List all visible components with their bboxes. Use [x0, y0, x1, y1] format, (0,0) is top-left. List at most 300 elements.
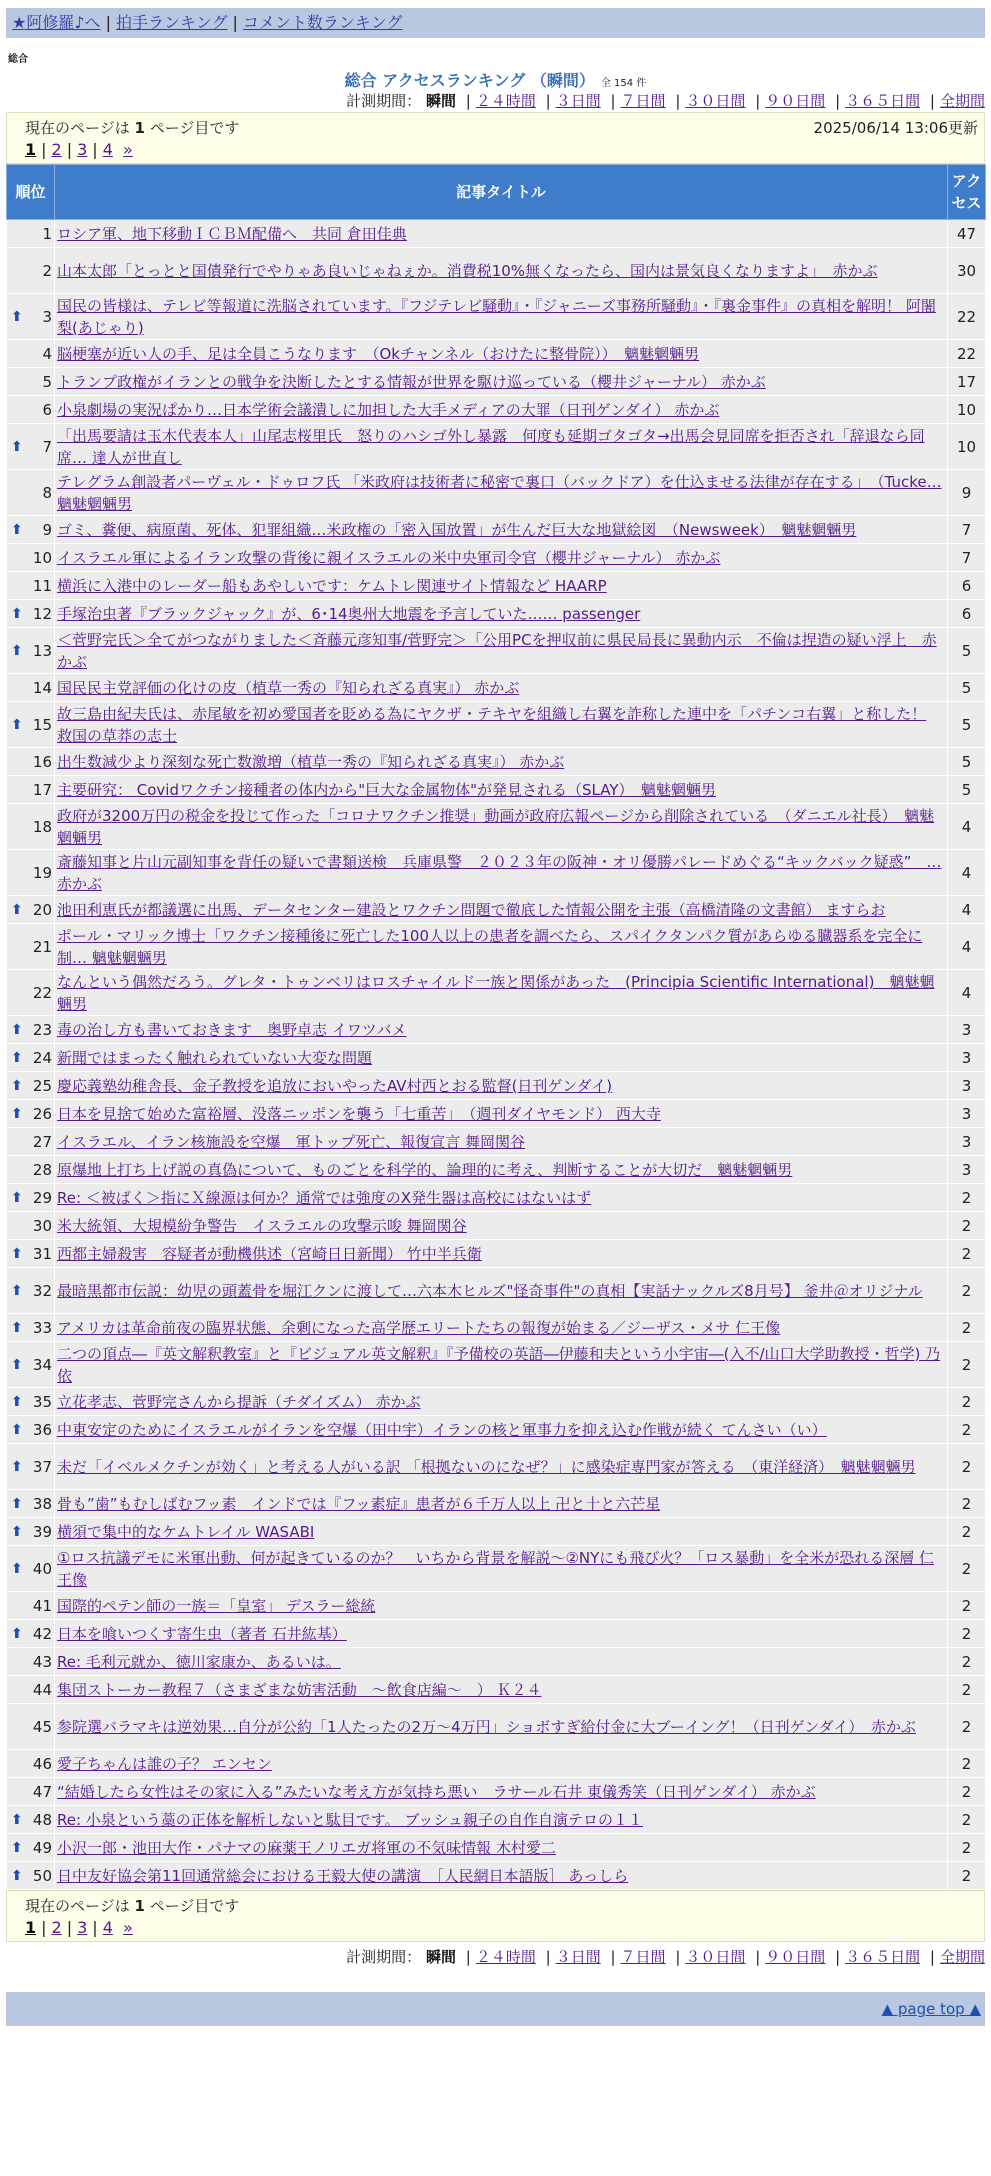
- total-count: 全 154 件: [600, 78, 647, 89]
- rank-number: 7: [42, 437, 52, 456]
- applause-ranking-link[interactable]: 拍手ランキング: [115, 13, 228, 32]
- table-row: [7, 1128, 986, 1156]
- title-cell: [55, 1314, 948, 1342]
- rank-number: 44: [32, 1680, 52, 1699]
- rank-number: 3: [42, 307, 52, 326]
- current-page-text: 現在のページは 1 ページ目です: [25, 119, 240, 137]
- article-title-link[interactable]: 国民の皆様は、テレビ等報道に洗脳されています。『フジテレビ騒動』・『ジャニーズ事務所騒動』・『裏金事件』の真相を解明！ 阿闍梨(あじゃり): [57, 296, 936, 337]
- title-cell: [55, 600, 948, 628]
- table-row: [7, 674, 986, 702]
- rank-number: 26: [32, 1104, 52, 1123]
- rank-cell: [7, 1862, 55, 1890]
- rank-number: 12: [32, 604, 52, 623]
- rank-up-arrow-icon: ⬆: [11, 1560, 23, 1577]
- rank-number: 6: [42, 400, 52, 419]
- rank-number: 23: [32, 1020, 52, 1039]
- table-row: [7, 572, 986, 600]
- rank-cell: [7, 702, 55, 748]
- access-count: 4: [948, 896, 986, 924]
- article-title-link[interactable]: テレグラム創設者パーヴェル・ドゥロフ氏 「米政府は技術者に秘密で裏口（バックドア）を仕込ませる法律が存在する」 （Tucke… 魑魅魍魎男: [57, 472, 942, 513]
- table-row: [7, 1806, 986, 1834]
- table-row: [7, 470, 986, 516]
- title-cell: [55, 1342, 948, 1388]
- rank-up-arrow-icon: ⬆: [11, 1319, 23, 1336]
- title-cell: [55, 396, 948, 424]
- rank-number: 27: [32, 1132, 52, 1151]
- rank-up-arrow-icon: ⬆: [11, 642, 23, 659]
- rank-number: 39: [32, 1522, 52, 1541]
- table-row: [7, 1444, 986, 1490]
- title-cell: [55, 1834, 948, 1862]
- rank-up-arrow-icon: ⬆: [11, 901, 23, 918]
- rank-number: 34: [32, 1355, 52, 1374]
- title-cell: [55, 1490, 948, 1518]
- period-option-365d[interactable]: ３６５日間: [845, 1948, 921, 1966]
- next-page-link[interactable]: »: [123, 140, 133, 159]
- pagination-bottom: 1 | 2 | 3 | 4 »: [25, 1918, 133, 1937]
- rank-cell: [7, 424, 55, 470]
- title-cell: [55, 628, 948, 674]
- rank-number: 43: [32, 1652, 52, 1671]
- rank-cell: [7, 544, 55, 572]
- page-link-current[interactable]: 1: [25, 1918, 37, 1937]
- table-row: [7, 1100, 986, 1128]
- access-count: 2: [948, 1592, 986, 1620]
- article-title-link[interactable]: 日本を喰いつくす寄生虫（著者 石井紘基）: [57, 1624, 347, 1643]
- rank-cell: [7, 1342, 55, 1388]
- rank-cell: [7, 340, 55, 368]
- rank-number: 50: [32, 1866, 52, 1885]
- article-title-link[interactable]: ＜菅野完氏＞全てがつながりました＜斉藤元彦知事/菅野完＞「公用PCを押収前に県民局長に異動内示 不倫は捏造の疑い浮上 赤かぶ: [57, 630, 937, 671]
- period-option-all[interactable]: 全期間: [939, 1948, 985, 1966]
- article-title-link[interactable]: 横浜に入港中のレーダー船もあやしいです：ケムトレ関連サイト情報など HAARP: [57, 576, 607, 595]
- rank-number: 33: [32, 1318, 52, 1337]
- rank-cell: [7, 1778, 55, 1806]
- rank-number: 11: [32, 576, 52, 595]
- page-link-3[interactable]: 3: [77, 140, 88, 159]
- updated-timestamp: 2025/06/14 13:06更新: [813, 119, 978, 137]
- table-row: [7, 628, 986, 674]
- article-title-link[interactable]: ゴミ、糞便、病原菌、死体、犯罪組織…米政権の「密入国放置」が生んだ巨大な地獄絵図 （Newsweek） 魑魅魍魎男: [57, 520, 857, 539]
- title-cell: [55, 248, 948, 294]
- access-count: 2: [948, 1444, 986, 1490]
- table-row: [7, 896, 986, 924]
- rank-cell: [7, 1704, 55, 1750]
- table-row: [7, 1648, 986, 1676]
- nav-separator: |: [105, 13, 111, 32]
- page-heading: [6, 68, 985, 90]
- period-option-90d[interactable]: ９０日間: [765, 1948, 826, 1966]
- table-row: [7, 1268, 986, 1314]
- rank-cell: [7, 1072, 55, 1100]
- period-option-30d[interactable]: ３０日間: [685, 92, 746, 110]
- rank-number: 10: [32, 548, 52, 567]
- access-count: 5: [948, 776, 986, 804]
- rank-up-arrow-icon: ⬆: [11, 1811, 23, 1828]
- article-title-link[interactable]: イスラエル、イラン核施設を空爆 軍トップ死亡、報復宣言 舞岡関谷: [57, 1132, 525, 1151]
- article-title-link[interactable]: 毒の治し方も書いておきます 奥野卓志 イワツバメ: [57, 1020, 407, 1039]
- rank-up-arrow-icon: ⬆: [11, 1189, 23, 1206]
- access-count: 2: [948, 1834, 986, 1862]
- table-row: [7, 924, 986, 970]
- rank-cell: [7, 1620, 55, 1648]
- access-count: 4: [948, 850, 986, 896]
- title-cell: [55, 924, 948, 970]
- title-cell: [55, 368, 948, 396]
- access-count: 2: [948, 1342, 986, 1388]
- title-cell: [55, 1778, 948, 1806]
- period-option-24h[interactable]: ２４時間: [475, 1948, 536, 1966]
- rank-number: 22: [32, 983, 52, 1002]
- article-title-link[interactable]: 小沢一郎・池田大作・パナマの麻薬王ノリエガ将軍の不気味情報 木村愛二: [57, 1838, 556, 1857]
- article-title-link[interactable]: 斎藤知事と片山元副知事を背任の疑いで書類送検 兵庫県警 ２０２３年の阪神・オリ優勝パレードめぐる“キックバック疑惑” … 赤かぶ: [57, 852, 942, 893]
- access-count: 22: [948, 340, 986, 368]
- home-link[interactable]: ★阿修羅♪へ: [12, 13, 101, 32]
- article-title-link[interactable]: Re: 小泉という藁の正体を解析しないと駄目です。 ブッシュ親子の自作自演テロの１１: [57, 1810, 644, 1829]
- article-title-link[interactable]: 山本太郎「とっとと国債発行でやりゃあ良いじゃねぇか。消費税10%無くなったら、国内は景気良くなりますよ」 赤かぶ: [57, 261, 878, 280]
- access-count: 3: [948, 1016, 986, 1044]
- title-cell: [55, 220, 948, 248]
- article-title-link[interactable]: 池田利恵氏が都議選に出馬、データセンター建設とワクチン問題で徹底した情報公開を主張（高橋清隆の文書館） ますらお: [57, 900, 886, 919]
- rank-cell: [7, 1750, 55, 1778]
- ranking-table: [6, 164, 986, 1890]
- title-cell: [55, 1016, 948, 1044]
- access-count: 6: [948, 572, 986, 600]
- rank-cell: [7, 1518, 55, 1546]
- article-title-link[interactable]: トランプ政権がイランとの戦争を決断したとする情報が世界を駆け巡っている（櫻井ジャーナル） 赤かぶ: [57, 372, 766, 391]
- access-count: 3: [948, 1072, 986, 1100]
- access-count: 2: [948, 1862, 986, 1890]
- article-title-link[interactable]: 愛子ちゃんは誰の子？ エンセン: [57, 1754, 272, 1773]
- period-option-3d[interactable]: ３日間: [555, 1948, 601, 1966]
- rank-cell: [7, 294, 55, 340]
- access-count: 4: [948, 970, 986, 1016]
- access-count: 5: [948, 748, 986, 776]
- article-title-link[interactable]: 米大統領、大規模紛争警告 イスラエルの攻撃示唆 舞岡関谷: [57, 1216, 467, 1235]
- table-row: [7, 1862, 986, 1890]
- table-row: [7, 396, 986, 424]
- article-title-link[interactable]: ①ロス抗議デモに米軍出動、何が起きているのか？ いちから背景を解説～②NYにも飛び火？「ロス暴動」を全米が恐れる深層 仁王像: [57, 1548, 935, 1589]
- table-row: [7, 1388, 986, 1416]
- rank-cell: [7, 600, 55, 628]
- access-count: 9: [948, 470, 986, 516]
- rank-number: 19: [32, 863, 52, 882]
- article-title-link[interactable]: ロシア軍、地下移動ＩＣＢＭ配備へ 共同 倉田佳典: [57, 224, 407, 243]
- category-label: 総合: [8, 54, 28, 65]
- table-row: [7, 1620, 986, 1648]
- table-row: [7, 1546, 986, 1592]
- period-option-365d[interactable]: ３６５日間: [845, 92, 921, 110]
- title-cell: [55, 1592, 948, 1620]
- access-count: 2: [948, 1518, 986, 1546]
- title-cell: [55, 1704, 948, 1750]
- header-access: アクセス: [948, 165, 986, 220]
- comment-ranking-link[interactable]: コメント数ランキング: [242, 13, 403, 32]
- article-title-link[interactable]: 慶応義塾幼稚舎長、金子教授を追放においやったAV村西とおる監督(日刊ゲンダイ): [57, 1076, 613, 1095]
- table-row: [7, 1156, 986, 1184]
- access-count: 3: [948, 1100, 986, 1128]
- title-cell: [55, 340, 948, 368]
- title-cell: [55, 1128, 948, 1156]
- rank-number: 8: [42, 483, 52, 502]
- title-cell: [55, 674, 948, 702]
- access-count: 2: [948, 1778, 986, 1806]
- period-option-30d[interactable]: ３０日間: [685, 1948, 746, 1966]
- rank-number: 49: [32, 1838, 52, 1857]
- article-title-link[interactable]: 小泉劇場の実況ぱかり…日本学術会議潰しに加担した大手メディアの大罪（日刊ゲンダイ） 赤かぶ: [57, 400, 720, 419]
- title-cell: [55, 1044, 948, 1072]
- rank-cell: [7, 804, 55, 850]
- access-count: 3: [948, 1128, 986, 1156]
- title-cell: [55, 1750, 948, 1778]
- period-selector-bottom: 計測期間： 瞬間 | ２４時間 | ３日間 | ７日間 | ３０日間 | ９０日間 | ３６５日間 | 全期間: [346, 1948, 985, 1966]
- article-title-link[interactable]: 立花孝志、菅野完さんから提訴（チダイズム） 赤かぶ: [57, 1392, 421, 1411]
- access-count: 5: [948, 628, 986, 674]
- article-title-link[interactable]: Re: 毛利元就か、徳川家康か、あるいは。: [57, 1652, 341, 1671]
- rank-cell: [7, 1212, 55, 1240]
- rank-cell: [7, 368, 55, 396]
- rank-cell: [7, 248, 55, 294]
- title-cell: [55, 572, 948, 600]
- title-cell: [55, 1184, 948, 1212]
- rank-number: 35: [32, 1392, 52, 1411]
- access-count: 2: [948, 1184, 986, 1212]
- rank-number: 48: [32, 1810, 52, 1829]
- rank-number: 37: [32, 1457, 52, 1476]
- period-current: 瞬間: [425, 1948, 456, 1966]
- title-cell: [55, 1072, 948, 1100]
- table-row: [7, 516, 986, 544]
- rank-up-arrow-icon: ⬆: [11, 438, 23, 455]
- access-count: 5: [948, 674, 986, 702]
- title-cell: [55, 804, 948, 850]
- article-title-link[interactable]: 参院選バラマキは逆効果…自分が公約「1人たったの2万～4万円」ショボすぎ給付金に大ブーイング！（日刊ゲンダイ） 赤かぶ: [57, 1717, 916, 1736]
- table-row: [7, 1342, 986, 1388]
- rank-cell: [7, 1268, 55, 1314]
- article-title-link[interactable]: 中東安定のためにイスラエルがイランを空爆（田中宇）イランの核と軍事力を抑え込む作戦が続く てんさい（い）: [57, 1420, 827, 1439]
- access-count: 4: [948, 804, 986, 850]
- article-title-link[interactable]: 骨も”歯”もむしばむフッ素 インドでは『フッ素症』患者が６千万人以上 卍と十と六芒星: [57, 1494, 661, 1513]
- rank-cell: [7, 1240, 55, 1268]
- rank-up-arrow-icon: ⬆: [11, 1839, 23, 1856]
- article-title-link[interactable]: 未だ「イベルメクチンが効く」と考える人がいる訳 「根拠ないのになぜ？」に感染症専門家が答える （東洋経済） 魑魅魍魎男: [57, 1457, 916, 1476]
- article-title-link[interactable]: 故三島由紀夫氏は、赤尾敏を初め愛国者を貶める為にヤクザ・テキヤを組織し右翼を詐称した連中を「パチンコ右翼」と称した！ 救国の草莽の志士: [57, 704, 927, 745]
- access-count: 2: [948, 1546, 986, 1592]
- rank-up-arrow-icon: ⬆: [11, 716, 23, 733]
- rank-cell: [7, 628, 55, 674]
- pagination-top: 1 | 2 | 3 | 4 »: [25, 140, 133, 159]
- rank-cell: [7, 1016, 55, 1044]
- rank-number: 15: [32, 715, 52, 734]
- page-link-4[interactable]: 4: [102, 1918, 113, 1937]
- bottom-bar: [6, 1992, 985, 2026]
- title-cell: [55, 970, 948, 1016]
- table-row: [7, 1778, 986, 1806]
- table-row: [7, 248, 986, 294]
- rank-number: 14: [32, 678, 52, 697]
- title-cell: [55, 1416, 948, 1444]
- period-selector-top: 計測期間： 瞬間 | ２４時間 | ３日間 | ７日間 | ３０日間 | ９０日間 | ３６５日間 | 全期間: [346, 92, 985, 110]
- article-title-link[interactable]: 日中友好協会第11回通常総会における王毅大使の講演 ［人民網日本語版］ あっしら: [57, 1866, 629, 1885]
- rank-number: 38: [32, 1494, 52, 1513]
- title-cell: [55, 1676, 948, 1704]
- table-row: [7, 220, 986, 248]
- table-row: [7, 1072, 986, 1100]
- article-title-link[interactable]: 横須で集中的なケムトレイル WASABI: [57, 1522, 315, 1541]
- article-title-link[interactable]: 最暗黒都市伝説：幼児の頭蓋骨を堀江クンに渡して…六本木ヒルズ"怪奇事件"の真相【実話ナックルズ8月号】 釜井＠オリジナル: [57, 1281, 923, 1300]
- access-count: 2: [948, 1240, 986, 1268]
- rank-up-arrow-icon: ⬆: [11, 1393, 23, 1410]
- period-option-all[interactable]: 全期間: [939, 92, 985, 110]
- period-label: 計測期間：: [346, 92, 422, 110]
- access-count: 47: [948, 220, 986, 248]
- rank-number: 18: [32, 817, 52, 836]
- access-count: 7: [948, 516, 986, 544]
- rank-cell: [7, 572, 55, 600]
- title-cell: [55, 1546, 948, 1592]
- article-title-link[interactable]: 政府が3200万円の税金を投じて作った「コロナワクチン推奨」動画が政府広報ページから削除されている （ダニエル社長） 魑魅魍魎男: [57, 806, 935, 847]
- period-label: 計測期間：: [346, 1948, 422, 1966]
- rank-number: 30: [32, 1216, 52, 1235]
- next-page-link[interactable]: »: [123, 1918, 133, 1937]
- rank-up-arrow-icon: ⬆: [11, 605, 23, 622]
- table-row: [7, 804, 986, 850]
- rank-cell: [7, 396, 55, 424]
- page-top-link[interactable]: ▲ page top ▲: [881, 2000, 981, 2018]
- period-option-7d[interactable]: ７日間: [620, 1948, 666, 1966]
- access-count: 2: [948, 1648, 986, 1676]
- title-cell: [55, 896, 948, 924]
- article-title-link[interactable]: 手塚治虫著『ブラックジャック』が、6･14奥州大地震を予言していた…… passenger: [57, 604, 641, 623]
- period-option-24h[interactable]: ２４時間: [475, 92, 536, 110]
- article-title-link[interactable]: 二つの頂点―『英文解釈教室』と『ビジュアル英文解釈』『予備校の英語―伊藤和夫という小宇宙―(入不/山口大学助教授・哲学) 乃依: [57, 1344, 941, 1385]
- access-count: 2: [948, 1620, 986, 1648]
- access-count: 2: [948, 1314, 986, 1342]
- rank-up-arrow-icon: ⬆: [11, 1245, 23, 1262]
- access-count: 2: [948, 1490, 986, 1518]
- rank-cell: [7, 674, 55, 702]
- page-info-top: [6, 112, 985, 164]
- access-count: 5: [948, 702, 986, 748]
- rank-up-arrow-icon: ⬆: [11, 1625, 23, 1642]
- title-cell: [55, 1806, 948, 1834]
- table-row: [7, 424, 986, 470]
- title-cell: [55, 294, 948, 340]
- access-count: 4: [948, 924, 986, 970]
- rank-cell: [7, 1100, 55, 1128]
- article-title-link[interactable]: “結婚したら女性はその家に入る”みたいな考え方が気持ち悪い ラサール石井 東儀秀笑（日刊ゲンダイ） 赤かぶ: [57, 1782, 816, 1801]
- rank-number: 2: [42, 261, 52, 280]
- header-rank: 順位: [7, 165, 55, 220]
- article-title-link[interactable]: 新聞ではまったく触れられていない大変な問題: [57, 1048, 373, 1067]
- header-title: 記事タイトル: [55, 165, 948, 220]
- article-title-link[interactable]: 西都主婦殺害 容疑者が動機供述（宮崎日日新聞） 竹中半兵衛: [57, 1244, 482, 1263]
- rank-number: 16: [32, 752, 52, 771]
- rank-number: 28: [32, 1160, 52, 1179]
- period-option-7d[interactable]: ７日間: [620, 92, 666, 110]
- table-row: [7, 1016, 986, 1044]
- article-title-link[interactable]: 国際的ペテン師の一族＝「皇室」 デスラー総統: [57, 1596, 376, 1615]
- access-count: 7: [948, 544, 986, 572]
- article-title-link[interactable]: アメリカは革命前夜の臨界状態、余剰になった高学歴エリートたちの報復が始まる／ジーザス・メサ 仁王像: [57, 1318, 781, 1337]
- rank-up-arrow-icon: ⬆: [11, 1077, 23, 1094]
- article-title-link[interactable]: なんという偶然だろう。グレタ・トゥンベリはロスチャイルド一族と関係があった (Principia Scientific International) 魑魅魍魎男: [57, 972, 935, 1013]
- rank-cell: [7, 850, 55, 896]
- top-navigation: [6, 8, 985, 38]
- table-row: [7, 1416, 986, 1444]
- page-link-current[interactable]: 1: [25, 140, 37, 159]
- table-row: [7, 600, 986, 628]
- table-row: [7, 1044, 986, 1072]
- title-cell: [55, 516, 948, 544]
- page-link-3[interactable]: 3: [77, 1918, 88, 1937]
- access-count: 17: [948, 368, 986, 396]
- period-option-3d[interactable]: ３日間: [555, 92, 601, 110]
- rank-number: 41: [32, 1596, 52, 1615]
- article-title-link[interactable]: 国民民主党評価の化けの皮（植草一秀の『知られざる真実』） 赤かぶ: [57, 678, 520, 697]
- period-option-90d[interactable]: ９０日間: [765, 92, 826, 110]
- table-row: [7, 1676, 986, 1704]
- page-link-4[interactable]: 4: [102, 140, 113, 159]
- article-title-link[interactable]: イスラエル軍によるイラン攻撃の背後に親イスラエルの米中央軍司令官（櫻井ジャーナル） 赤かぶ: [57, 548, 721, 567]
- article-title-link[interactable]: 日本を見捨て始めた富裕層、没落ニッポンを襲う「七重苦」 （週刊ダイヤモンド） 西大寺: [57, 1104, 661, 1123]
- access-count: 30: [948, 248, 986, 294]
- article-title-link[interactable]: 「出馬要請は玉木代表本人」山尾志桜里氏 怒りのハシゴ外し暴露 何度も延期ゴタゴタ→出馬会見同席を拒否され「辞退なら同席… 達人が世直し: [57, 426, 925, 467]
- title-cell: [55, 1862, 948, 1890]
- page-link-2[interactable]: 2: [51, 1918, 62, 1937]
- page-link-2[interactable]: 2: [51, 140, 62, 159]
- table-row: [7, 702, 986, 748]
- rank-cell: [7, 1546, 55, 1592]
- title-cell: [55, 424, 948, 470]
- rank-up-arrow-icon: ⬆: [11, 1523, 23, 1540]
- table-row: [7, 1518, 986, 1546]
- period-current: 瞬間: [425, 92, 456, 110]
- rank-cell: [7, 1156, 55, 1184]
- access-count: 10: [948, 396, 986, 424]
- rank-cell: [7, 1128, 55, 1156]
- table-row: [7, 1834, 986, 1862]
- rank-number: 24: [32, 1048, 52, 1067]
- rank-up-arrow-icon: ⬆: [11, 1495, 23, 1512]
- table-row: [7, 1212, 986, 1240]
- rank-cell: [7, 924, 55, 970]
- rank-number: 29: [32, 1188, 52, 1207]
- article-title-link[interactable]: Re: ＜被ばく＞指にＸ線源は何か？通常では強度のX発生器は高校にはないはず: [57, 1188, 592, 1207]
- article-title-link[interactable]: 脳梗塞が近い人の手、足は全員こうなります （Okチャンネル（おけたに整骨院）） 魑魅魍魎男: [57, 344, 700, 363]
- rank-up-arrow-icon: ⬆: [11, 1021, 23, 1038]
- title-cell: [55, 748, 948, 776]
- access-count: 3: [948, 1044, 986, 1072]
- access-count: 2: [948, 1388, 986, 1416]
- table-row: [7, 1184, 986, 1212]
- rank-number: 46: [32, 1754, 52, 1773]
- title-cell: [55, 1388, 948, 1416]
- table-row: [7, 544, 986, 572]
- article-title-link[interactable]: 出生数減少より深刻な死亡数激増（植草一秀の『知られざる真実』） 赤かぶ: [57, 752, 565, 771]
- rank-cell: [7, 470, 55, 516]
- access-count: 2: [948, 1806, 986, 1834]
- article-title-link[interactable]: 主要研究： Covidワクチン接種者の体内から"巨大な金属物体"が発見される（SLAY） 魑魅魍魎男: [57, 780, 717, 799]
- rank-number: 32: [32, 1281, 52, 1300]
- article-title-link[interactable]: 原爆地上打ち上げ説の真偽について、ものごとを科学的、論理的に考え、判断することが大切だ 魑魅魍魎男: [57, 1160, 793, 1179]
- article-title-link[interactable]: 集団ストーカー教程７（さまざまな妨害活動 ～飲食店編～ ） Ｋ２４: [57, 1680, 542, 1699]
- article-title-link[interactable]: ポール・マリック博士「ワクチン接種後に死亡した100人以上の患者を調べたら、スパイクタンパク質があらゆる臓器系を完全に制… 魑魅魍魎男: [57, 926, 923, 967]
- rank-number: 42: [32, 1624, 52, 1643]
- title-cell: [55, 1444, 948, 1490]
- access-count: 2: [948, 1268, 986, 1314]
- nav-separator: |: [232, 13, 238, 32]
